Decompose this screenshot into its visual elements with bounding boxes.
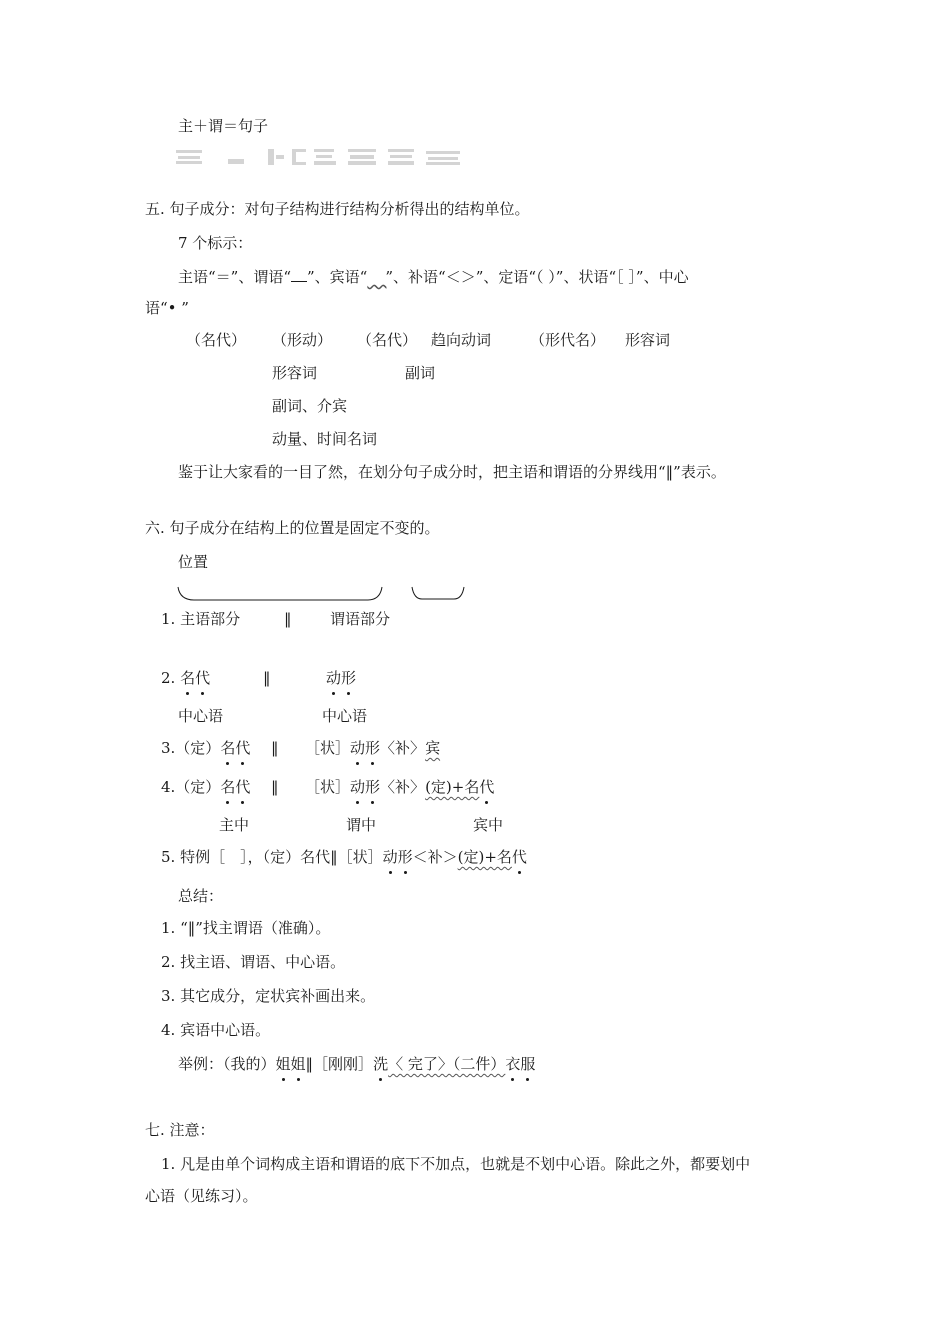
summary-item-4: 4. 宾语中心语。 [161,1021,271,1039]
pos-row2-a: 形容词 [272,364,318,382]
note-1-line-2: 心语（见练习）。 [145,1187,258,1205]
divider-note: 鉴于让大家看的一目了然，在划分句子成分时，把主语和谓语的分界线用“‖”表示。 [178,463,726,481]
pos-row-2: （形动） [272,331,333,349]
pos-row2-b: 副词 [405,364,436,382]
subject-brace [176,585,466,605]
center-word-label-1: 中心语 [178,707,224,725]
item-1-separator: ‖ [284,610,292,628]
object-center-label: 宾中 [473,816,504,834]
summary-item-1: 1. “‖”找主谓语（准确）。 [161,919,331,937]
item-3-predicate: ［状］动形〈补〉宾 [305,739,441,757]
summary-item-3: 3. 其它成分，定状宾补画出来。 [161,987,376,1005]
item-2-separator: ‖ [263,669,271,687]
predicate-center-label: 谓中 [346,816,377,834]
pos-row3: 副词、介宾 [272,397,348,415]
seven-marks-label: 7 个标示： [178,234,253,252]
structure-item-1: 1. 主语部分 [161,610,241,628]
center-word-label-2: 中心语 [322,707,368,725]
structure-item-2: 2. 名代 [161,669,211,687]
marks-definition-line-2: 语“• ” [145,299,189,317]
example-sentence: 举例：（我的）姐姐‖［刚刚］洗〈 完了〉（二件）衣服 [178,1055,536,1073]
pos-row-4: 趋向动词 [431,331,492,349]
item-2-verb: 动形 [326,669,357,687]
scanned-smudge [176,147,466,167]
item-4-predicate: ［状］动形〈补〉(定)+名代 [305,778,495,796]
item-1-predicate: 谓语部分 [330,610,391,628]
object-wavy-mark [367,267,385,277]
item-4-separator: ‖ [271,778,279,796]
pos-row-1: （名代） [186,331,247,349]
pos-row4: 动量、时间名词 [272,430,378,448]
structure-item-3: 3.（定）名代 [161,739,251,757]
item-3-separator: ‖ [271,739,279,757]
structure-item-5: 5. 特例［ ］，（定）名代‖［状］动形＜补＞(定)+名代 [161,848,527,866]
section-5-heading: 五. 句子成分：对句子结构进行结构分析得出的结构单位。 [145,200,530,218]
pos-row-5: （形代名） [530,331,606,349]
summary-label: 总结： [178,887,224,905]
note-1-line-1: 1. 凡是由单个词构成主语和谓语的底下不加点，也就是不划中心语。除此之外，都要划中 [161,1155,751,1173]
section-6-heading: 六. 句子成分在结构上的位置是固定不变的。 [145,519,440,537]
predicate-underline-mark [291,271,307,282]
pos-row-6: 形容词 [625,331,671,349]
pos-row-3: （名代） [357,331,418,349]
section-7-heading: 七. 注意： [145,1121,215,1139]
position-label: 位置 [178,553,209,571]
summary-item-2: 2. 找主语、谓语、中心语。 [161,953,346,971]
subject-predicate-formula: 主＋谓＝句子 [178,117,269,135]
marks-definition-line: 主语“＝”、谓语“ ”、宾语“ ”、补语“＜＞”、定语“（ ）”、状语“［ ］”、中心 [178,268,689,286]
subject-center-label: 主中 [219,816,250,834]
structure-item-4: 4.（定）名代 [161,778,251,796]
